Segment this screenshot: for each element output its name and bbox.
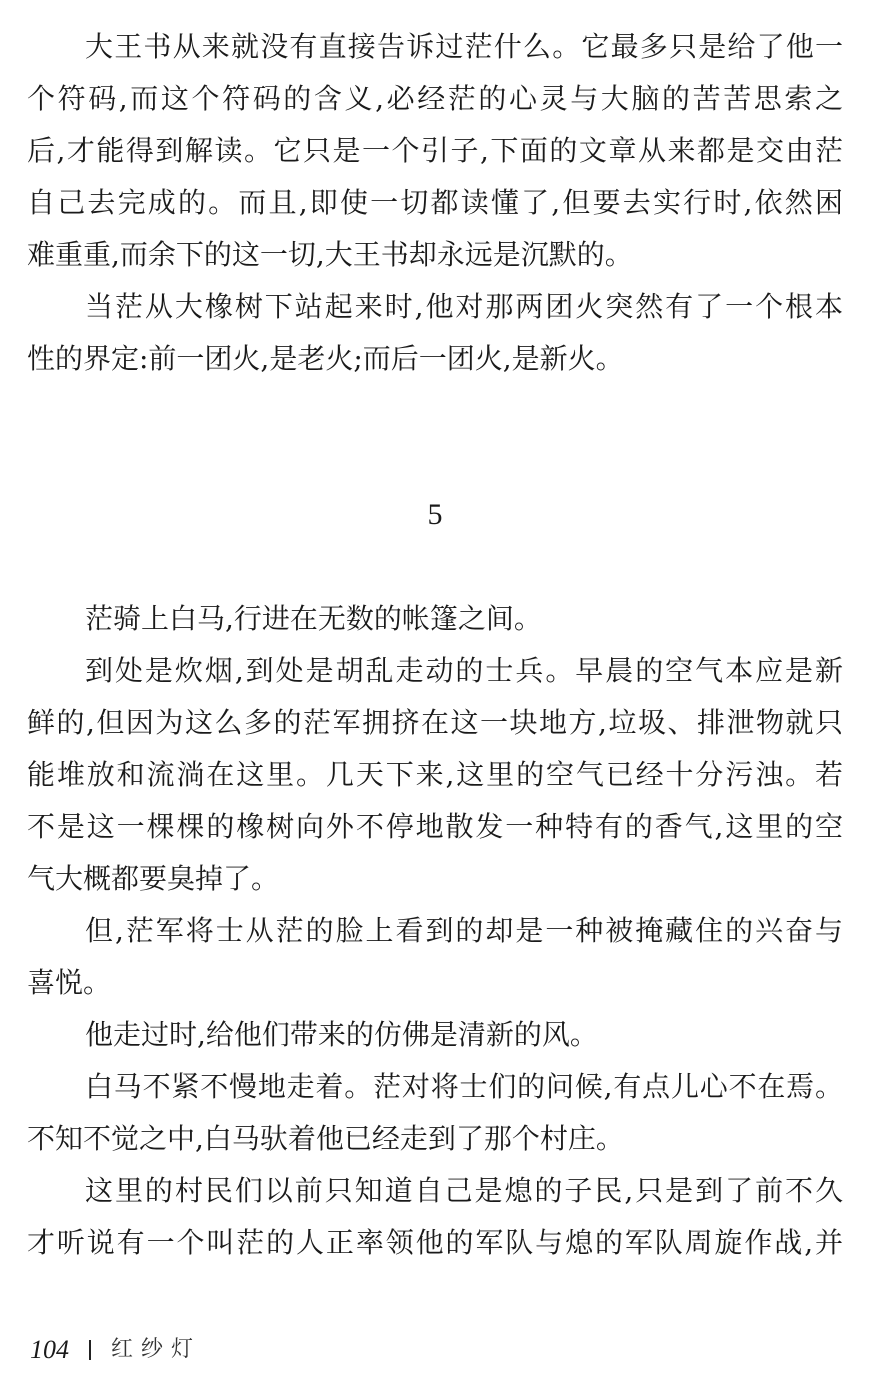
text-line: 气大概都要臭掉了。 <box>27 862 280 895</box>
text-line: 不是这一棵棵的橡树向外不停地散发一种特有的香气,这里的空 <box>27 810 843 843</box>
text-line: 他走过时,给他们带来的仿佛是清新的风。 <box>85 1018 598 1051</box>
paragraph <box>27 1009 843 1061</box>
section-heading: 5 <box>427 498 443 531</box>
paragraph <box>27 1165 843 1269</box>
text-line: 鲜的,但因为这么多的茫军拥挤在这一块地方,垃圾、排泄物就只 <box>27 706 843 739</box>
text-line: 到处是炊烟,到处是胡乱走动的士兵。早晨的空气本应是新 <box>85 654 843 687</box>
text-line: 当茫从大橡树下站起来时,他对那两团火突然有了一个根本 <box>85 290 843 323</box>
text-line: 性的界定:前一团火,是老火;而后一团火,是新火。 <box>27 342 624 375</box>
text-line: 大王书从来就没有直接告诉过茫什么。它最多只是给了他一 <box>85 30 843 63</box>
paragraph <box>27 593 843 645</box>
text-line: 白马不紧不慢地走着。茫对将士们的问候,有点儿心不在焉。 <box>85 1070 843 1103</box>
text-line: 后,才能得到解读。它只是一个引子,下面的文章从来都是交由茫 <box>27 134 843 167</box>
page-footer <box>30 1330 201 1370</box>
paragraph <box>27 281 843 385</box>
page-body <box>27 21 843 1269</box>
text-line: 喜悦。 <box>27 966 112 999</box>
book-title: 红纱灯 <box>111 1337 202 1362</box>
paragraph <box>27 1061 843 1165</box>
text-line: 但,茫军将士从茫的脸上看到的却是一种被掩藏住的兴奋与 <box>85 914 843 947</box>
paragraph <box>27 645 843 905</box>
text-line: 能堆放和流淌在这里。几天下来,这里的空气已经十分污浊。若 <box>27 758 843 791</box>
text-line: 这里的村民们以前只知道自己是熄的子民,只是到了前不久 <box>85 1174 843 1207</box>
text-line: 难重重,而余下的这一切,大王书却永远是沉默的。 <box>27 238 633 271</box>
text-line: 自己去完成的。而且,即使一切都读懂了,但要去实行时,依然困 <box>27 186 843 219</box>
text-line: 个符码,而这个符码的含义,必经茫的心灵与大脑的苦苦思索之 <box>27 82 843 115</box>
footer-divider <box>89 1340 91 1360</box>
paragraph <box>27 21 843 281</box>
text-line: 不知不觉之中,白马驮着他已经走到了那个村庄。 <box>27 1122 624 1155</box>
page-number: 104 <box>30 1335 69 1364</box>
text-line: 才听说有一个叫茫的人正率领他的军队与熄的军队周旋作战,并 <box>27 1226 843 1259</box>
text-line: 茫骑上白马,行进在无数的帐篷之间。 <box>85 602 542 635</box>
paragraph <box>27 905 843 1009</box>
